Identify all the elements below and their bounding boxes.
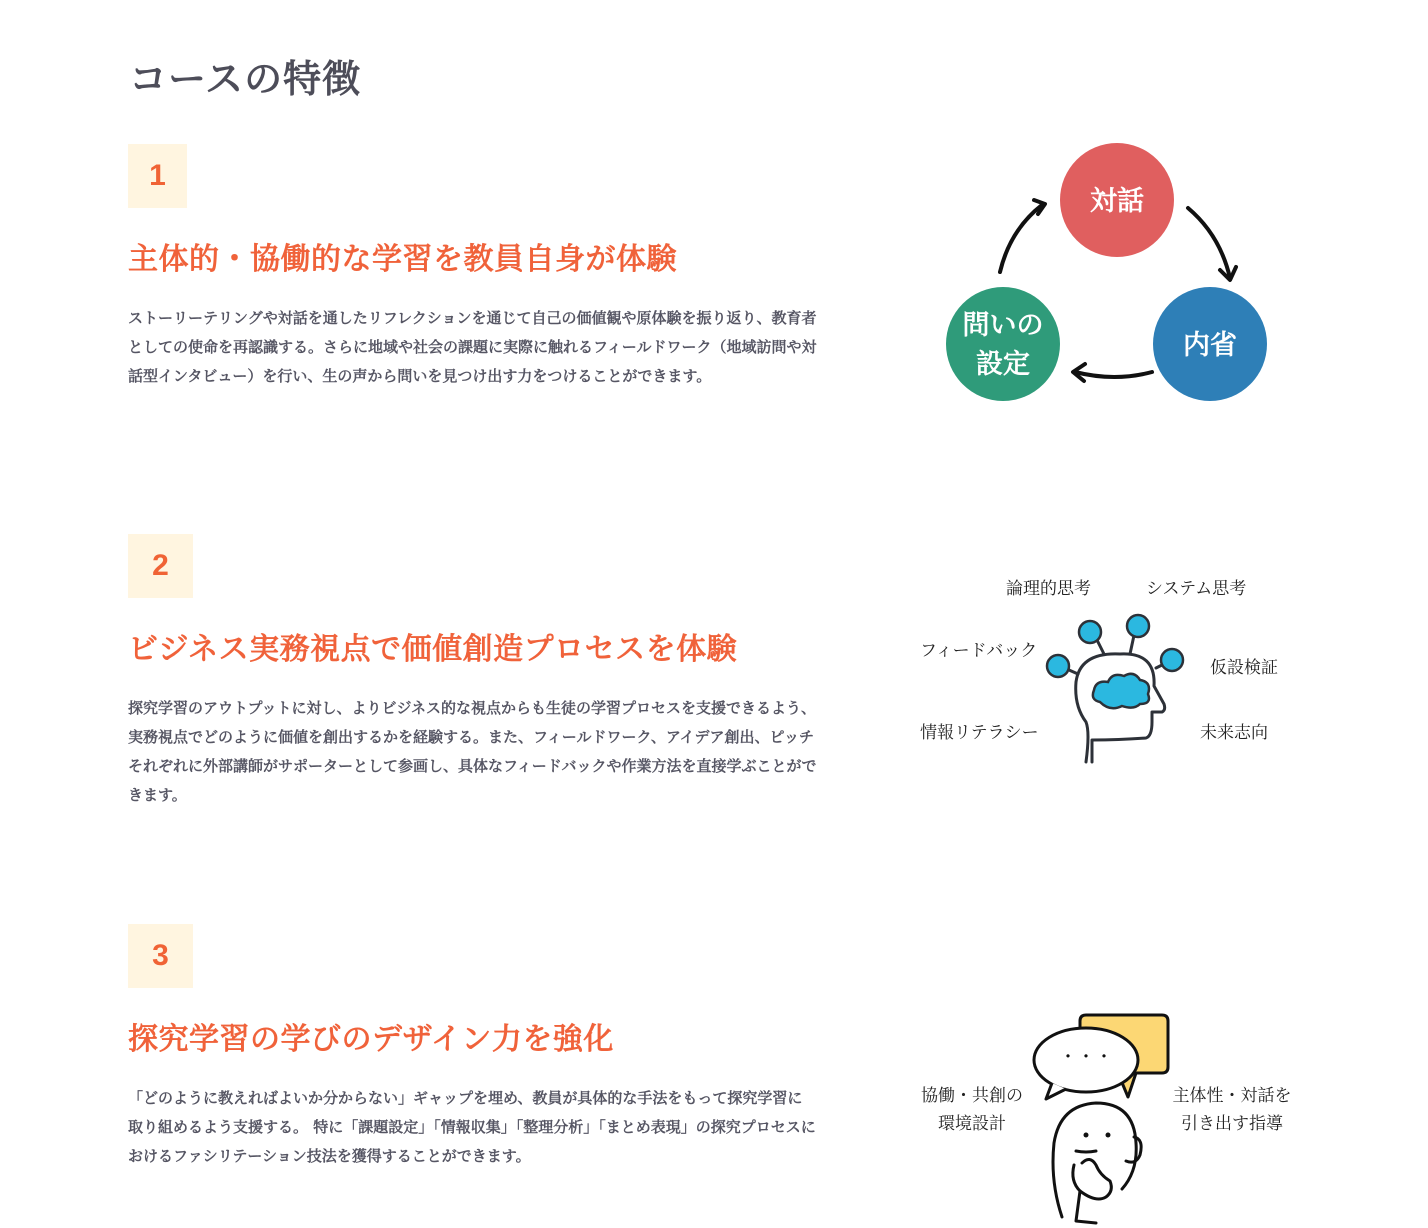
feature-description: 探究学習のアウトプットに対し、よりビジネス的な視点からも生徒の学習プロセスを支援できるよう、実務視点でどのように価値を創出するかを経験する。また、フィールドワーク、アイデア創出、ピッチそれぞれに外部講師がサポーターとして参画し、具体なフィードバックや作業方法を直接学ぶことができます。	[128, 699, 817, 804]
brain-cloud-icon	[1093, 674, 1149, 709]
collaboration-label-line2: 環境設計	[938, 1114, 1006, 1134]
feature-heading: ビジネス実務視点で価値創造プロセスを体験	[128, 632, 738, 667]
bubble-dots: ・・・	[1059, 1047, 1113, 1068]
guidance-label-line2: 引き出す指導	[1181, 1114, 1283, 1134]
feature-description: 「どのように教えればよいか分からない」ギャップを埋め、教員が具体的な手法をもって探究学習に 取り組めるよう支援する。 特に「課題設定」「情報収集」「整理分析」「まとめ表現」の探究プロセスにおけるファシリテーション技法を獲得することができます。	[128, 1089, 816, 1165]
feature-description: ストーリーテリングや対話を通したリフレクションを通じて自己の価値観や原体験を振り返り、教育者としての使命を再認識する。さらに地域や社会の課題に実際に触れるフィールドワーク（地域訪問や対話型インタビュー）を行い、生の声から問いを見つけ出す力をつけることができます。	[128, 309, 817, 385]
logical-thinking-label: 論理的思考	[1006, 579, 1091, 599]
info-literacy-label: 情報リテラシー	[920, 723, 1039, 743]
feature-3	[128, 924, 828, 1171]
eye-icon	[1084, 1133, 1089, 1138]
skill-node	[1127, 615, 1149, 637]
cycle-arrow	[1000, 205, 1042, 272]
question-setting-label-line2: 設定	[976, 349, 1030, 380]
guidance-label-line1: 主体性・対話を	[1172, 1086, 1292, 1106]
feature-2	[128, 534, 828, 810]
dialogue-label: 対話	[1090, 186, 1144, 217]
system-thinking-label: システム思考	[1146, 579, 1247, 599]
collaboration-label-line1: 協働・共創の	[921, 1086, 1023, 1106]
feature-heading: 主体的・協働的な学習を教員自身が体験	[128, 242, 677, 277]
question-setting-label-line1: 問いの	[962, 310, 1044, 341]
future-oriented-label: 未来志向	[1200, 723, 1268, 743]
cycle-diagram	[930, 130, 1290, 420]
feature-number-badge: 2	[128, 534, 193, 598]
hypothesis-label: 仮設検証	[1210, 658, 1278, 678]
skill-node	[1079, 621, 1101, 643]
skill-node	[1161, 649, 1183, 671]
page-title: コースの特徴	[129, 57, 362, 101]
feedback-label: フィードバック	[920, 641, 1038, 661]
feature-heading: 探究学習の学びのデザイン力を強化	[128, 1022, 614, 1057]
thinking-person-icon	[1053, 1103, 1141, 1223]
facilitation-diagram	[900, 1005, 1320, 1228]
feature-number-badge: 1	[128, 144, 187, 208]
feature-1	[128, 144, 828, 391]
cycle-arrow	[1188, 208, 1230, 278]
reflection-label: 内省	[1183, 330, 1237, 361]
feature-number-badge: 3	[128, 924, 193, 988]
question-setting-circle	[946, 287, 1060, 401]
eye-icon	[1106, 1133, 1111, 1138]
cycle-arrow	[1075, 372, 1152, 377]
thinking-skills-diagram	[910, 570, 1300, 770]
skill-node	[1047, 655, 1069, 677]
